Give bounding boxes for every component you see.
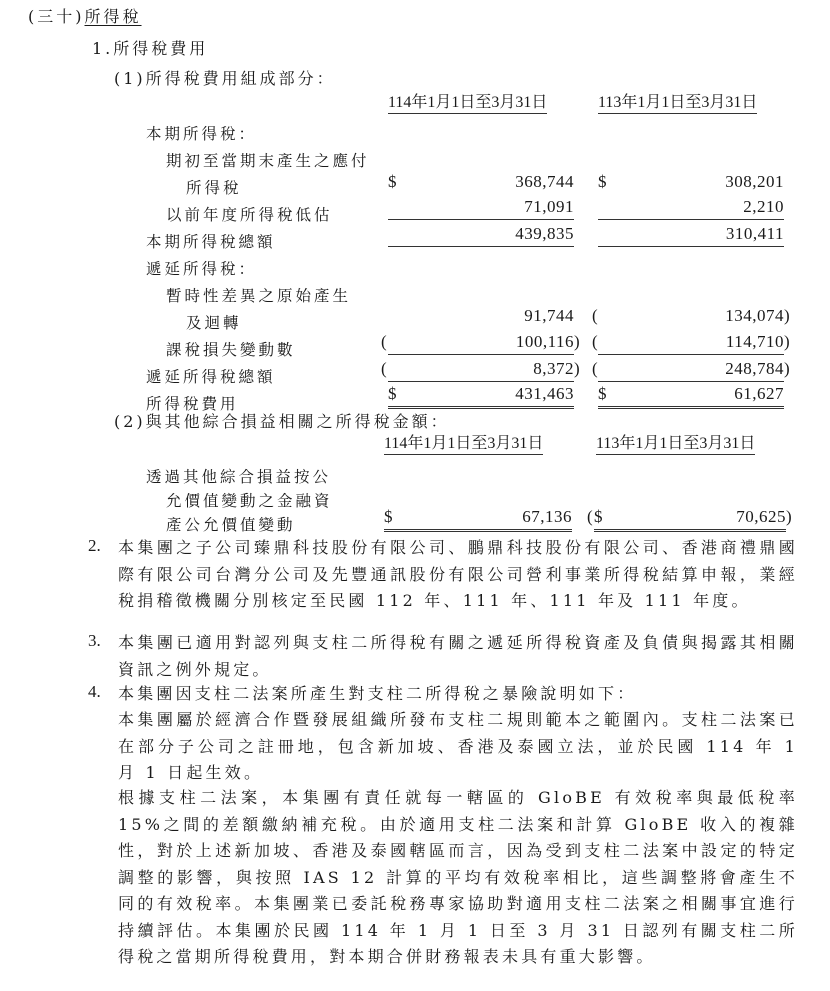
cell-value: 8,372	[533, 359, 574, 378]
cell-value: 67,136	[522, 507, 572, 526]
cell-value: 70,625	[736, 507, 786, 526]
currency-symbol: $	[384, 507, 393, 526]
cell-value: 100,116	[515, 332, 574, 351]
item4-number: 4.	[88, 682, 101, 701]
row-label: 課稅損失變動數	[166, 341, 296, 359]
open-paren: (	[592, 306, 598, 325]
cell-value: 248,784	[725, 359, 784, 378]
section-heading	[28, 4, 142, 27]
col-header-current: 114年1月1日至3月31日	[388, 94, 547, 114]
cell-value: 308,201	[725, 172, 784, 191]
item2-text: 本集團之子公司臻鼎科技股份有限公司、鵬鼎科技股份有限公司、香港商禮鼎國際有限公司台灣分公司及先豐通訊股份有限公司營利事業所得稅結算申報，業經稅捐稽徵機關分別核定至民國 112 年、111 年、111 年及 111 年度。	[118, 538, 798, 610]
cell-value: 431,463	[515, 384, 574, 403]
cell-value: 2,210	[743, 197, 784, 216]
cell-value: 368,744	[515, 172, 574, 191]
row-label: 暫時性差異之原始產生	[166, 287, 352, 305]
close-paren: )	[574, 332, 580, 351]
cell-prior	[598, 384, 784, 409]
cell-prior	[598, 306, 784, 328]
cell-current	[388, 359, 574, 382]
cell-value: 439,835	[515, 224, 574, 243]
currency-symbol: $	[388, 384, 397, 403]
open-paren: (	[587, 507, 593, 526]
row-label: 透過其他綜合損益按公	[146, 468, 332, 486]
col-header-prior: 113年1月1日至3月31日	[596, 435, 755, 455]
sub2-heading: (2)與其他綜合損益相關之所得稅金額：	[114, 412, 450, 431]
item3-number: 3.	[88, 631, 101, 650]
close-paren: )	[784, 306, 790, 325]
currency-symbol: $	[388, 172, 397, 191]
open-paren: (	[592, 332, 598, 351]
currency-symbol: $	[598, 384, 607, 403]
item4-para2: 根據支柱二法案，本集團有責任就每一轄區的 GloBE 有效稅率與最低稅率 15%之間的差額繳納補充稅。由於適用支柱二法案和計算 GloBE 收入的複雜性，對於上述新加坡、香港及泰國轄區而言，因為受到支柱二法案中設定的特定調整的影響，與按照 IAS 12 計算的平均有效稅率相比，這些調整將會產生不同的有效稅率。本集團業已委託稅務專家協助對適用支柱二法案之相關事宜進行持續評估。本集團於民國 114 年 1 月 1 日至 3 月 31 日認列有關支柱二所得稅之當期所得稅費用，對本期合併財務報表未具有重大影響。	[118, 788, 798, 966]
close-paren: )	[784, 359, 790, 378]
cell-value: 61,627	[734, 384, 784, 403]
row-label: 允價值變動之金融資	[166, 492, 333, 510]
cell-current	[388, 224, 574, 247]
cell-current	[384, 507, 572, 532]
cell-value: 91,744	[524, 306, 574, 325]
section-title: 所得稅	[84, 7, 142, 26]
section-number: (三十)	[28, 7, 85, 26]
cell-prior	[594, 507, 786, 532]
item2-number: 2.	[88, 536, 101, 555]
item1-heading: 1.所得稅費用	[92, 39, 209, 58]
row-label: 遞延所得稅總額	[146, 368, 276, 386]
cell-current	[388, 332, 574, 355]
col-header-prior: 113年1月1日至3月31日	[598, 94, 757, 114]
currency-symbol: $	[594, 507, 603, 526]
row-label: 所得稅	[186, 179, 242, 197]
row-label: 本期所得稅：	[146, 125, 258, 143]
sub1-heading: (1)所得稅費用組成部分：	[114, 69, 336, 88]
currency-symbol: $	[598, 172, 607, 191]
cell-prior	[598, 172, 784, 194]
cell-value: 310,411	[725, 224, 784, 243]
open-paren: (	[592, 359, 598, 378]
row-label: 所得稅費用	[146, 395, 239, 413]
item4-heading: 本集團因支柱二法案所產生對支柱二所得稅之暴險說明如下：	[118, 684, 637, 703]
row-label: 本期所得稅總額	[146, 233, 276, 251]
item3-text: 本集團已適用對認列與支柱二所得稅有關之遞延所得稅資產及負債與揭露其相關資訊之例外規定。	[118, 633, 798, 679]
cell-value: 134,074	[725, 306, 784, 325]
item4-para1: 本集團屬於經濟合作暨發展組織所發布支柱二規則範本之範圍內。支柱二法案已在部分子公司之註冊地，包含新加坡、香港及泰國立法，並於民國 114 年 1 月 1 日起生效。	[118, 710, 798, 782]
row-label: 及迴轉	[186, 314, 242, 332]
cell-current	[388, 197, 574, 220]
open-paren: (	[381, 359, 387, 378]
cell-prior	[598, 224, 784, 247]
close-paren: )	[786, 507, 792, 526]
col-header-current: 114年1月1日至3月31日	[384, 435, 543, 455]
open-paren: (	[381, 332, 387, 351]
row-label: 期初至當期末產生之應付	[166, 152, 370, 170]
cell-value: 71,091	[524, 197, 574, 216]
row-label: 以前年度所得稅低估	[166, 206, 333, 224]
close-paren: )	[574, 359, 580, 378]
cell-current	[388, 384, 574, 409]
cell-value: 114,710	[725, 332, 784, 351]
cell-prior	[598, 332, 784, 355]
row-label: 產公允價值變動	[166, 516, 296, 534]
cell-current	[388, 306, 574, 328]
row-label: 遞延所得稅：	[146, 260, 258, 278]
cell-prior	[598, 197, 784, 220]
cell-current	[388, 172, 574, 194]
close-paren: )	[784, 332, 790, 351]
cell-prior	[598, 359, 784, 382]
